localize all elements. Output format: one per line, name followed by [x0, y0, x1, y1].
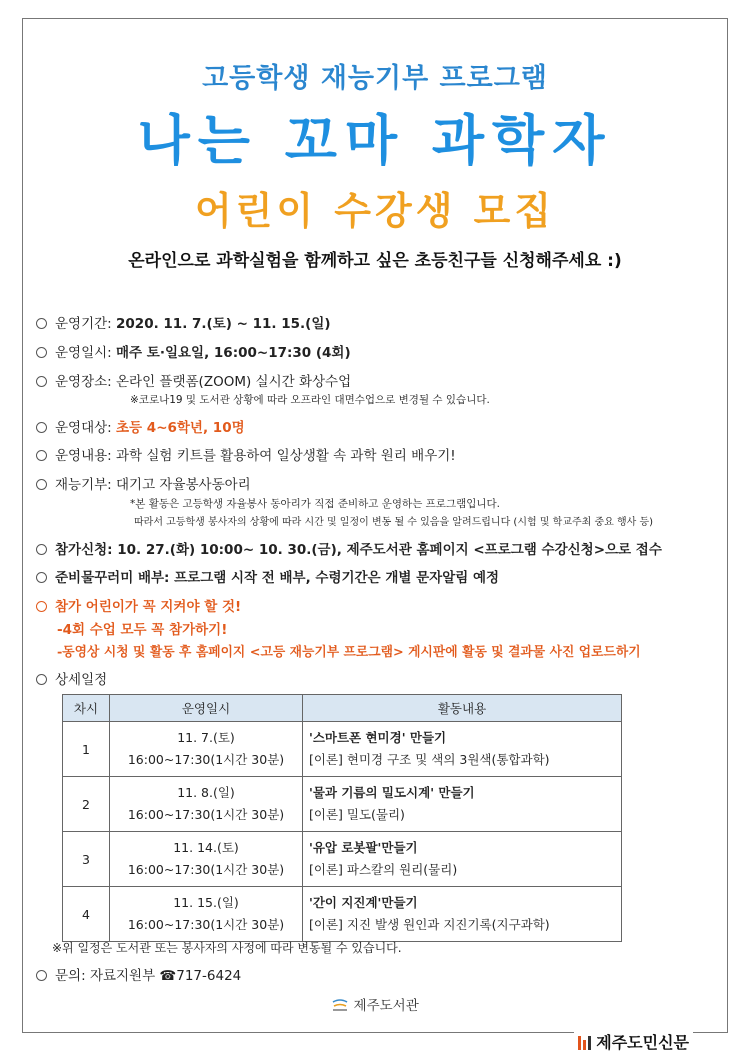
- contact-info: 문의: 자료지원부 ☎717-6424: [36, 964, 241, 984]
- bullet-circle-icon: [36, 347, 47, 358]
- table-header-row: [63, 695, 622, 722]
- info-place: 운영장소: 온라인 플랫폼(ZOOM) 실시간 화상수업: [36, 370, 351, 390]
- info-target: 운영대상: 초등 4~6학년, 10명: [36, 416, 245, 436]
- info-kit: 준비물꾸러미 배부: 프로그램 시작 전 배부, 수령기간은 개별 문자알림 예정: [36, 566, 499, 586]
- bullet-circle-icon: [36, 318, 47, 329]
- session-number: 1: [63, 722, 110, 777]
- schedule-table: [62, 694, 622, 942]
- header-datetime: 운영일시: [110, 695, 303, 722]
- program-title: 나는 꼬마 과학자: [137, 109, 613, 172]
- session-datetime: 11. 7.(토) 16:00~17:30(1시간 30분): [110, 722, 303, 777]
- detail-label: 상세일정: [36, 668, 107, 688]
- session-datetime: 11. 14.(토) 16:00~17:30(1시간 30분): [110, 832, 303, 887]
- library-emblem-icon: [331, 998, 349, 1012]
- rule-2: -동영상 시청 및 활동 후 홈페이지 <고등 재능기부 프로그램> 게시판에 활동 및 결과물 사진 업로드하기: [57, 645, 641, 660]
- bullet-circle-icon: [36, 544, 47, 555]
- info-donor: 재능기부: 대기고 자율봉사동아리: [36, 473, 251, 493]
- session-datetime: 11. 8.(일) 16:00~17:30(1시간 30분): [110, 777, 303, 832]
- bullet-circle-icon: [36, 422, 47, 433]
- press-logo: [574, 1030, 693, 1053]
- session-number: 2: [63, 777, 110, 832]
- library-name: 제주도서관: [353, 998, 419, 1014]
- table-row: [63, 722, 622, 777]
- tagline: 온라인으로 과학실험을 함께하고 싶은 초등친구들 신청해주세요 :): [128, 251, 622, 271]
- table-row: [63, 777, 622, 832]
- table-row: [63, 832, 622, 887]
- session-activity: '스마트폰 현미경' 만들기 [이론] 현미경 구조 및 색의 3원색(통합과학): [303, 722, 622, 777]
- info-schedule: 운영일시: 매주 토·일요일, 16:00~17:30 (4회): [36, 341, 351, 361]
- place-note: ※코로나19 및 도서관 상황에 따라 오프라인 대면수업으로 변경될 수 있습니다.: [130, 394, 490, 406]
- press-bars-icon: [578, 1036, 592, 1050]
- bullet-circle-icon: [36, 450, 47, 461]
- session-number: 3: [63, 832, 110, 887]
- session-datetime: 11. 15.(일) 16:00~17:30(1시간 30분): [110, 887, 303, 942]
- table-row: [63, 887, 622, 942]
- bullet-circle-icon: [36, 674, 47, 685]
- donor-note-1: *본 활동은 고등학생 자율봉사 동아리가 직접 준비하고 운영하는 프로그램입니다.: [130, 498, 501, 510]
- session-activity: '간이 지진계'만들기 [이론] 지진 발생 원인과 지진기록(지구과학): [303, 887, 622, 942]
- session-number: 4: [63, 887, 110, 942]
- header-activity: 활동내용: [303, 695, 622, 722]
- schedule-footnote: ※위 일정은 도서관 또는 봉사자의 사정에 따라 변동될 수 있습니다.: [52, 941, 402, 955]
- bullet-circle-icon: [36, 376, 47, 387]
- program-subtitle: 고등학생 재능기부 프로그램: [202, 63, 548, 94]
- rules-title: 참가 어린이가 꼭 지켜야 할 것!: [36, 595, 241, 615]
- info-content: 운영내용: 과학 실험 키트를 활용하여 일상생활 속 과학 원리 배우기!: [36, 444, 456, 464]
- bullet-circle-icon: [36, 572, 47, 583]
- session-activity: '물과 기름의 밀도시계' 만들기 [이론] 밀도(물리): [303, 777, 622, 832]
- header-no: 차시: [63, 695, 110, 722]
- bullet-circle-icon: [36, 479, 47, 490]
- library-logo: [0, 994, 750, 1014]
- donor-note-2: 따라서 고등학생 봉사자의 상황에 따라 시간 및 일정이 변동 될 수 있음을 알려드립니다 (시험 및 학교주최 중요 행사 등): [134, 517, 654, 528]
- session-activity: '유압 로봇팔'만들기 [이론] 파스칼의 원리(물리): [303, 832, 622, 887]
- info-period: 운영기간: 2020. 11. 7.(토) ~ 11. 15.(일): [36, 312, 331, 332]
- bullet-circle-icon: [36, 970, 47, 981]
- info-apply: 참가신청: 10. 27.(화) 10:00~ 10. 30.(금), 제주도서관 홈페이지 <프로그램 수강신청>으로 접수: [36, 538, 662, 558]
- rule-1: -4회 수업 모두 꼭 참가하기!: [57, 622, 228, 638]
- bullet-circle-icon: [36, 601, 47, 612]
- recruit-heading: 어린이 수강생 모집: [194, 189, 556, 233]
- press-name: 제주도민신문: [596, 1033, 689, 1052]
